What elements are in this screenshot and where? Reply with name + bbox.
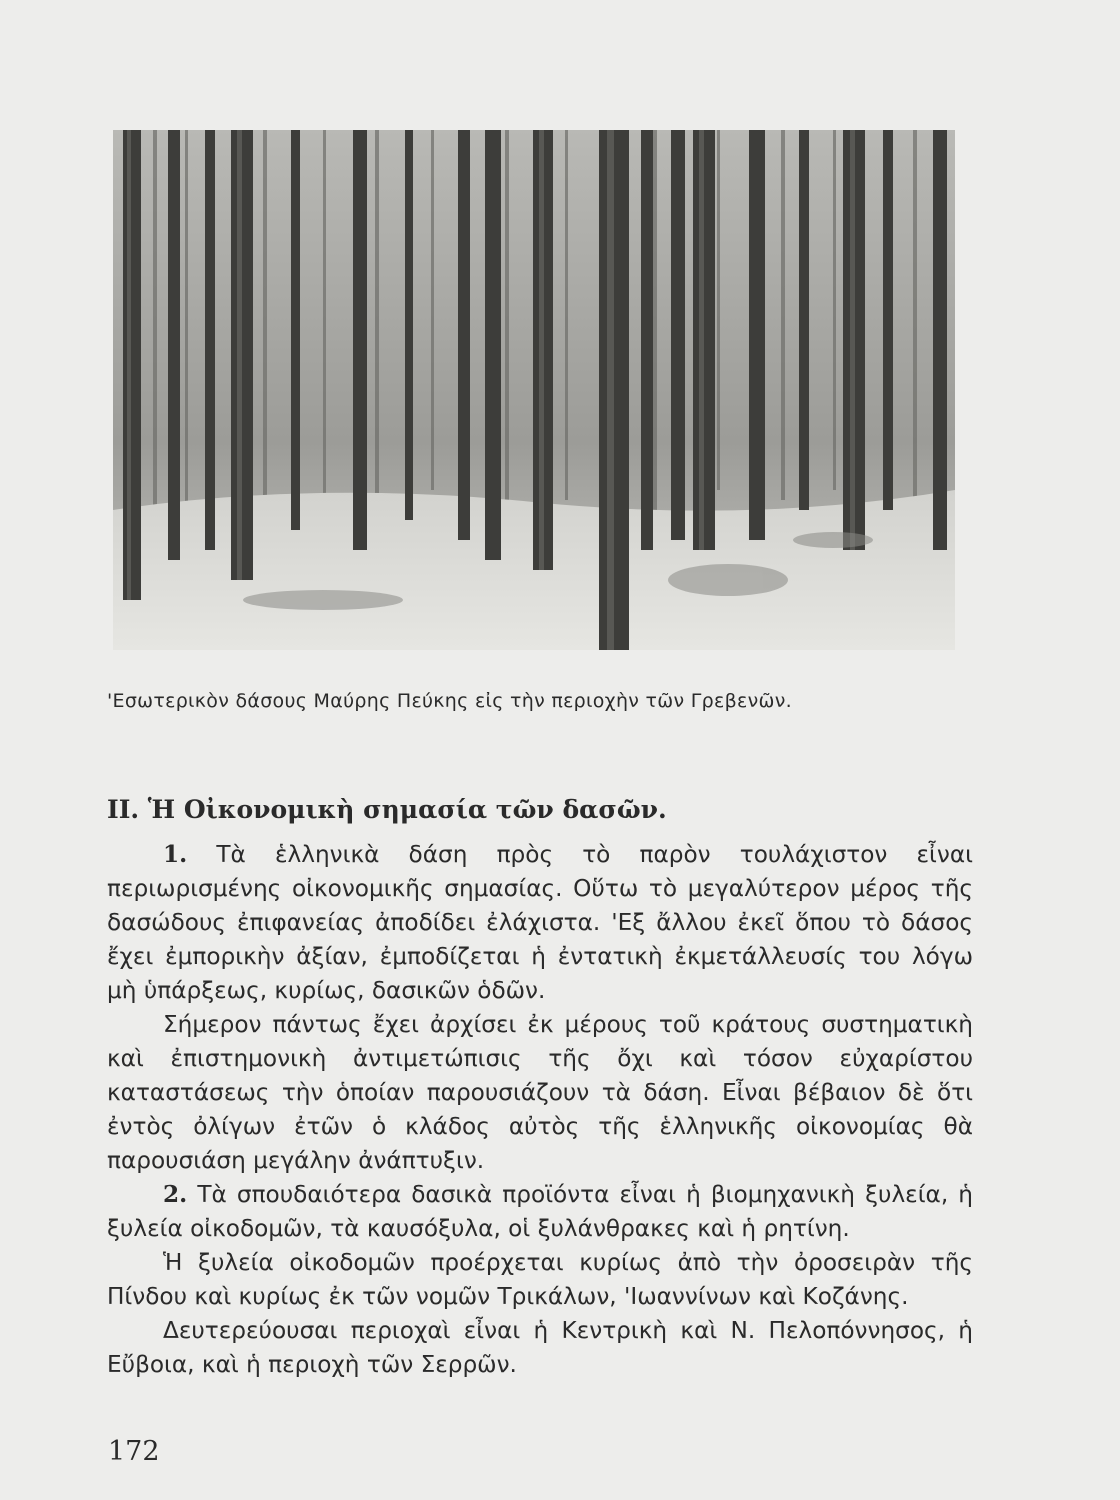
paragraph-text: Δευτερεύουσαι περιοχαὶ εἶναι ἡ Κεντρικὴ καὶ Ν. Πελοπόννησος, ἡ Εὔβοια, καὶ ἡ περιοχὴ τῶν Σερρῶν. bbox=[107, 1317, 973, 1378]
paragraph-number: 1. bbox=[163, 841, 188, 868]
paragraph-3 bbox=[107, 1178, 973, 1246]
paragraph-text: Τὰ σπουδαιότερα δασικὰ προϊόντα εἶναι ἡ βιομηχανικὴ ξυλεία, ἡ ξυλεία οἰκοδομῶν, τὰ καυσόξυλα, οἱ ξυλάνθρακες καὶ ἡ ρητίνη. bbox=[107, 1181, 973, 1242]
page-number: 172 bbox=[108, 1436, 160, 1467]
paragraph-2 bbox=[107, 1008, 973, 1178]
figure-caption: 'Εσωτερικὸν δάσους Μαύρης Πεύκης εἰς τὴν περιοχὴν τῶν Γρεβενῶν. bbox=[107, 690, 792, 712]
paragraph-text: Σήμερον πάντως ἔχει ἀρχίσει ἐκ μέρους τοῦ κράτους συστηματικὴ καὶ ἐπιστημονικὴ ἀντιμετώπισις τῆς ὄχι καὶ τόσον εὐχαρίστου καταστάσεως τὴν ὁποίαν παρουσιάζουν τὰ δάση. Εἶναι βέβαιον δὲ ὅτι ἐντὸς ὀλίγων ἐτῶν ὁ κλάδος αὐτὸς τῆς ἑλληνικῆς οἰκονομίας θὰ παρουσιάση μεγάλην ἀνάπτυξιν. bbox=[107, 1011, 973, 1174]
paragraph-5 bbox=[107, 1314, 973, 1382]
paragraph-text: Τὰ ἑλληνικὰ δάση πρὸς τὸ παρὸν τουλάχιστον εἶναι περιωρισμένης οἰκονομικῆς σημασίας. Οὕτω τὸ μεγαλύτερον μέρος τῆς δασώδους ἐπιφανείας ἀποδίδει ἐλάχιστα. 'Εξ ἄλλου ἐκεῖ ὅπου τὸ δάσος ἔχει ἐμπορικὴν ἀξίαν, ἐμποδίζεται ἡ ἐντατικὴ ἐκμετάλλευσίς του λόγω μὴ ὑπάρξεως, κυρίως, δασικῶν ὁδῶν. bbox=[107, 841, 973, 1004]
forest-illustration bbox=[113, 130, 955, 650]
section-heading: ΙΙ. Ἡ Οἰκονομικὴ σημασία τῶν δασῶν. bbox=[107, 795, 667, 824]
body-text bbox=[107, 838, 973, 1382]
paragraph-4 bbox=[107, 1246, 973, 1314]
paragraph-text: Ἡ ξυλεία οἰκοδομῶν προέρχεται κυρίως ἀπὸ τὴν ὀροσειρὰν τῆς Πίνδου καὶ κυρίως ἐκ τῶν νομῶν Τρικάλων, 'Ιωαννίνων καὶ Κοζάνης. bbox=[107, 1249, 973, 1310]
forest-photo bbox=[113, 130, 955, 650]
paragraph-number: 2. bbox=[163, 1181, 188, 1208]
paragraph-1 bbox=[107, 838, 973, 1008]
